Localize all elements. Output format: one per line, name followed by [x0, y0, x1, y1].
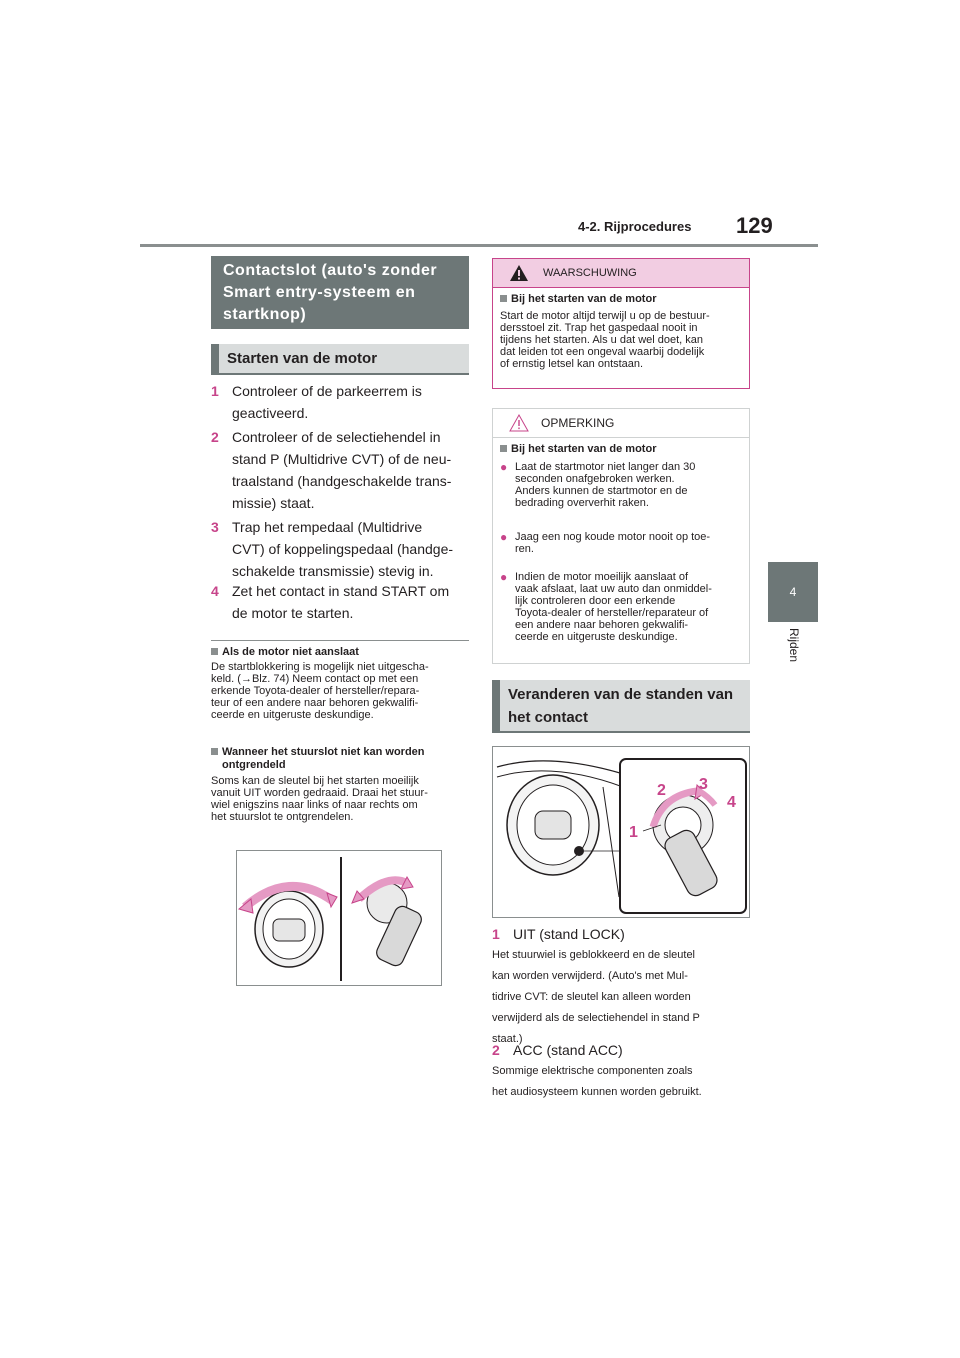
- caution-item-3: ● Indien de motor moeilijk aanslaat of vaak afslaat, laat uw auto dan onmiddel- lijk controleren door een erkende Toyota-dealer of hersteller/reparateur of een andere naar behoren gekwalifi- ceerde en uitgeruste deskundige.: [500, 570, 712, 643]
- caution-item-2: ● Jaag een nog koude motor nooit op toe- ren.: [500, 530, 711, 555]
- chapter-label: Rijden: [787, 628, 801, 663]
- square-bullet-icon: [211, 648, 218, 655]
- position-2-title: 2 ACC (stand ACC): [492, 1042, 623, 1058]
- warning-box: [492, 258, 750, 389]
- warning-title: Bij het starten van de motor: [511, 293, 657, 305]
- figure-label-1: 1: [629, 824, 638, 841]
- position-1-title: 1 UIT (stand LOCK): [492, 926, 625, 942]
- caution-box: [492, 408, 750, 664]
- circle-bullet-icon: ●: [500, 460, 508, 474]
- steering-key-illustration: [237, 851, 441, 985]
- caution-item-1: ● Laat de startmotor niet langer dan 30 seconden onafgebroken werken. Anders kunnen de startmotor en de bedrading oververhit raken.: [500, 460, 696, 509]
- square-bullet-icon: [211, 748, 218, 755]
- step-2: 2 Controleer of de selectiehendel in stand P (Multidrive CVT) of de neu- traalstand (handgeschakelde trans- missie) staat.: [211, 429, 452, 511]
- figure-label-2: 2: [657, 782, 666, 799]
- ignition-positions-figure: [492, 746, 750, 918]
- steering-lock-figure: [236, 850, 442, 986]
- position-2-description: Sommige elektrische componenten zoals het audiosysteem kunnen worden gebruikt.: [492, 1065, 702, 1098]
- page-number: 129: [736, 213, 773, 238]
- circle-bullet-icon: ●: [500, 530, 508, 544]
- notes-rule: [211, 640, 469, 641]
- position-1-description: Het stuurwiel is geblokkeerd en de sleutel kan worden verwijderd. (Auto's met Mul- tidrive CVT: de sleutel kan alleen worden verwijderd als de selectiehendel in stand P staat.): [492, 949, 700, 1045]
- warning-label: WAARSCHUWING: [543, 267, 637, 279]
- note-engine-not-starting: Als de motor niet aanslaat De startblokkering is mogelijk niet uitgescha- keld. (→Blz. 74) Neem contact op met een erkende Toyota-dealer of hersteller/repara- teur of een andere naar behoren gekwalifi- ceerde en uitgeruste deskundige.: [211, 646, 429, 721]
- warning-header: [493, 259, 749, 287]
- caution-label: OPMERKING: [541, 416, 615, 430]
- square-bullet-icon: [500, 445, 507, 452]
- caution-triangle-icon: [509, 414, 529, 432]
- caution-header-line: [493, 437, 749, 438]
- subheading-ignition-positions: Veranderen van de standen van het contact: [492, 680, 750, 732]
- circle-bullet-icon: ●: [500, 570, 508, 584]
- subheading-underline: [211, 373, 469, 375]
- square-bullet-icon: [500, 295, 507, 302]
- chapter-tab: 4: [768, 562, 818, 622]
- note-steering-lock: Wanneer het stuurslot niet kan worden ontgrendeld Soms kan de sleutel bij het starten moeilijk vanuit UIT worden gedraaid. Draai het stuur- wiel enigszins naar links of naar rechts om het stuurslot te ontgrendelen.: [211, 746, 428, 823]
- section-title: 4-2. Rijprocedures: [578, 219, 692, 234]
- step-4: 4 Zet het contact in stand START om de motor te starten.: [211, 583, 450, 621]
- figure-label-4: 4: [727, 794, 736, 811]
- figure-label-3: 3: [699, 776, 708, 793]
- subheading-start-engine: Starten van de motor: [211, 344, 469, 374]
- warning-triangle-icon: [509, 264, 529, 282]
- caution-header: [493, 409, 749, 437]
- header-rule: [140, 244, 818, 247]
- main-heading: Contactslot (auto's zonder Smart entry-systeem en startknop): [211, 256, 469, 329]
- warning-text: Start de motor altijd terwijl u op de bestuur- dersstoel zit. Trap het gaspedaal nooit in tijdens het starten. Als u dat wel doet, kan dat leiden tot een ongeval waarbij dodelijk of ernstig letsel kan ontstaan.: [500, 310, 710, 370]
- step-1: 1 Controleer of de parkeerrem is geactiveerd.: [211, 383, 422, 421]
- subheading-underline: [492, 731, 750, 733]
- ignition-illustration: [493, 747, 749, 917]
- caution-title: Bij het starten van de motor: [511, 443, 657, 455]
- step-3: 3 Trap het rempedaal (Multidrive CVT) of koppelingspedaal (handge- schakelde transmissie) stevig in.: [211, 519, 454, 579]
- warning-header-line: [493, 287, 749, 288]
